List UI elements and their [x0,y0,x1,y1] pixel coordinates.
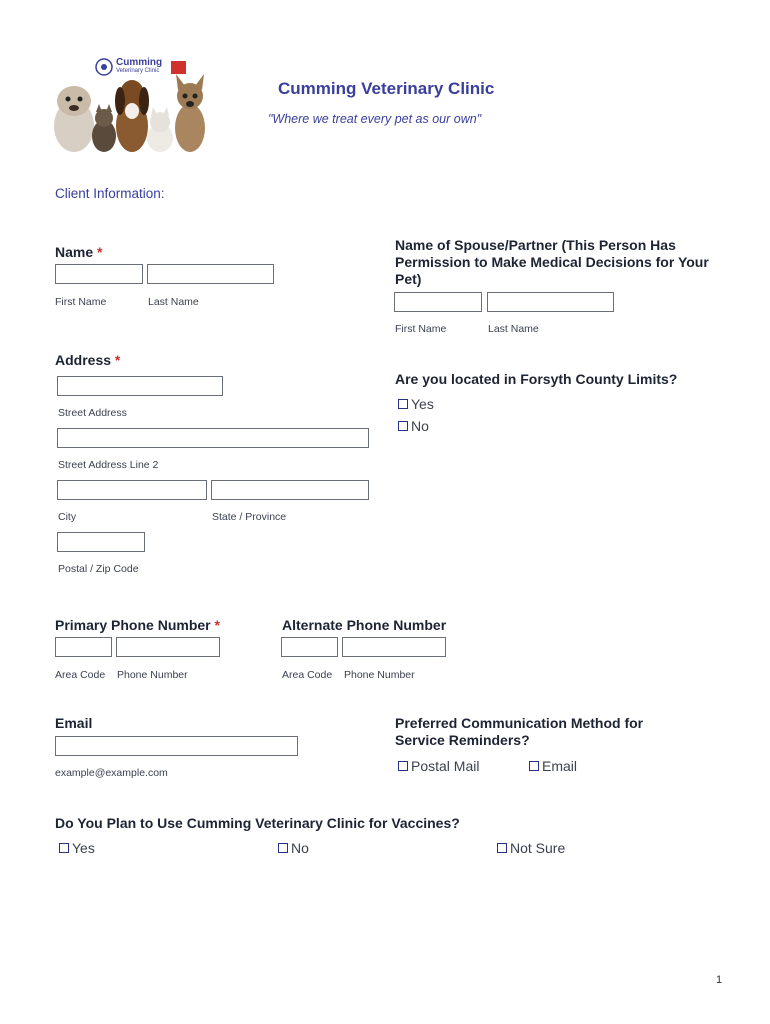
state-label: State / Province [212,511,287,523]
zip-input[interactable] [57,532,145,552]
last-name-label: Last Name [148,296,199,308]
page-title: Cumming Veterinary Clinic [278,79,495,98]
street-address-label: Street Address [58,407,127,419]
checkbox-icon[interactable] [398,761,408,771]
logo-text: Cumming [116,57,163,68]
tagline: "Where we treat every pet as our own" [268,112,482,126]
option-label: Yes [72,840,95,856]
vaccines-heading: Do You Plan to Use Cumming Veterinary Clinic for Vaccines? [55,815,460,831]
vaccines-yes-option[interactable] [59,840,95,856]
email-heading: Email [55,715,93,731]
alternate-phone-input[interactable] [342,637,446,657]
required-mark: * [97,244,103,260]
option-label: Not Sure [510,840,566,856]
primary-area-code-input[interactable] [55,637,112,657]
option-label: Yes [411,396,434,412]
spouse-first-name-label: First Name [395,323,447,335]
vaccines-no-option[interactable] [278,840,309,856]
spouse-first-name-input[interactable] [394,292,482,312]
required-mark: * [114,352,121,368]
required-mark: * [214,617,220,633]
checkbox-icon[interactable] [398,399,408,409]
address-label: Address [55,352,112,368]
forsyth-heading: Are you located in Forsyth County Limits? [395,371,678,387]
primary-area-code-label: Area Code [55,669,106,681]
primary-phone-heading [55,617,220,634]
email-hint: example@example.com [55,767,168,779]
address-heading [55,352,120,369]
checkbox-icon[interactable] [59,843,69,853]
spouse-heading: Name of Spouse/Partner (This Person Has Permission to Make Medical Decisions for Your Pet) [395,237,709,287]
first-name-label: First Name [55,296,107,308]
section-title: Client Information: [55,186,165,201]
primary-phone-number-label: Phone Number [117,669,188,681]
vaccines-not-sure-option[interactable] [497,840,565,856]
checkbox-icon[interactable] [398,421,408,431]
preferred-communication-heading: Preferred Communication Method for Service Reminders? [395,715,644,748]
logo-subtext: Veterinary Clinic [116,68,160,74]
checkbox-icon[interactable] [529,761,539,771]
forsyth-no-option[interactable] [398,418,429,434]
checkbox-icon[interactable] [497,843,507,853]
street-address-line2-label: Street Address Line 2 [58,459,159,471]
state-input[interactable] [211,480,369,500]
alternate-area-code-input[interactable] [281,637,338,657]
primary-phone-label: Primary Phone Number [55,617,211,633]
preferred-postal-mail-option[interactable] [398,758,479,774]
zip-label: Postal / Zip Code [58,563,139,575]
option-label: Email [542,758,578,774]
name-heading [55,244,102,261]
option-label: No [411,418,429,434]
spouse-last-name-input[interactable] [487,292,614,312]
alternate-phone-number-label: Phone Number [344,669,415,681]
primary-phone-input[interactable] [116,637,220,657]
clinic-logo [52,56,210,154]
alternate-phone-heading: Alternate Phone Number [282,617,447,633]
spouse-last-name-label: Last Name [488,323,539,335]
city-label: City [58,511,77,523]
preferred-email-option[interactable] [529,758,577,774]
street-address-input[interactable] [57,376,223,396]
forsyth-yes-option[interactable] [398,396,434,412]
first-name-input[interactable] [55,264,143,284]
checkbox-icon[interactable] [278,843,288,853]
street-address-line2-input[interactable] [57,428,369,448]
alternate-area-code-label: Area Code [282,669,333,681]
option-label: No [291,840,309,856]
page-number: 1 [716,974,723,986]
last-name-input[interactable] [147,264,274,284]
email-input[interactable] [55,736,298,756]
option-label: Postal Mail [411,758,480,774]
city-input[interactable] [57,480,207,500]
name-label: Name [55,244,94,260]
